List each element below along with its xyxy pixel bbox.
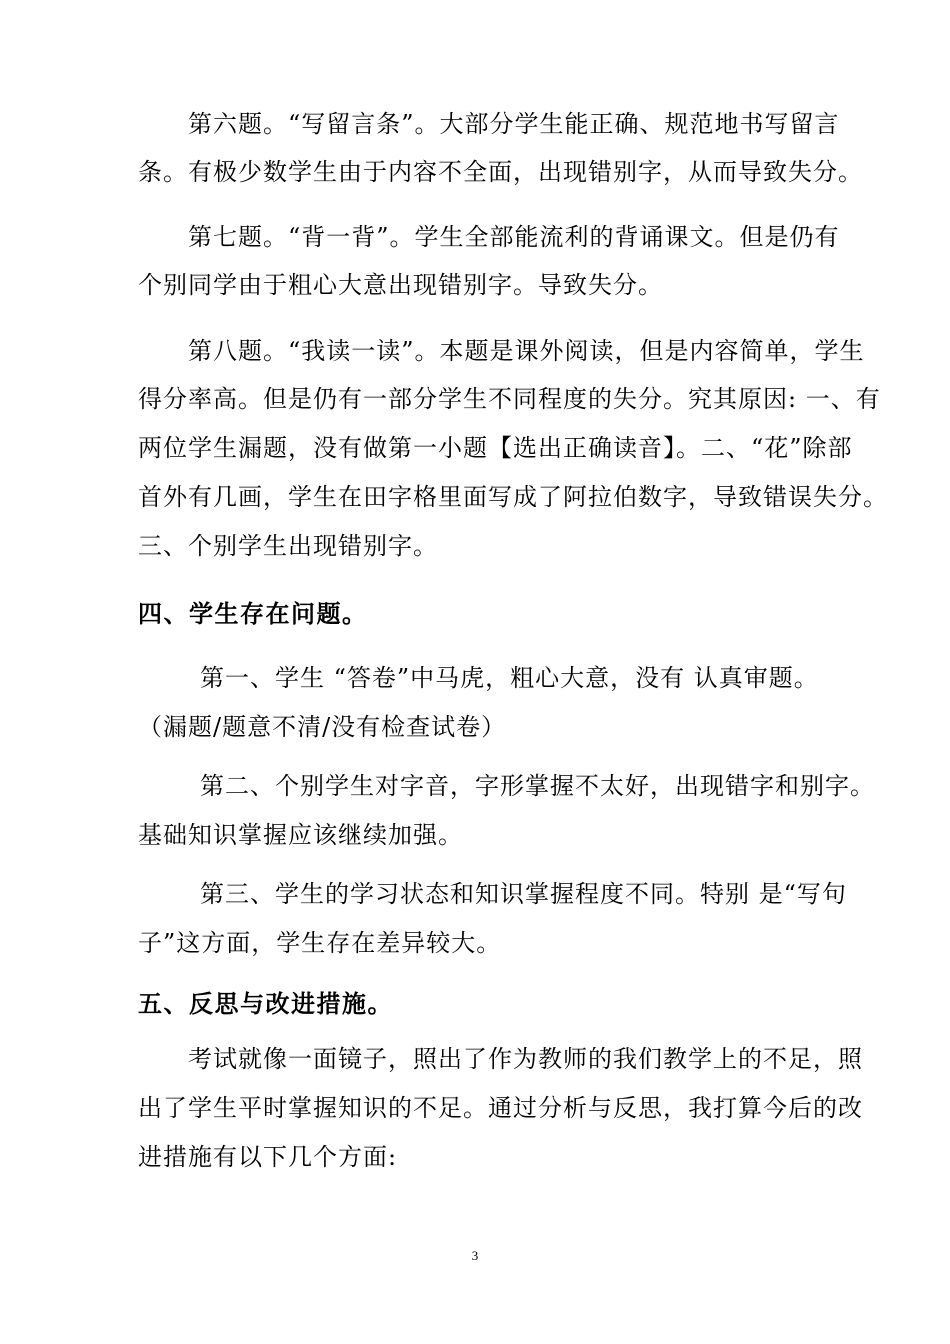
q8-line-3: 两位学生漏题，没有做第一小题【选出正确读音】。二、“花”除部: [138, 434, 853, 462]
q8-line-2: 得分率高。但是仍有一部分学生不同程度的失分。究其原因: 一、有: [138, 385, 881, 413]
problem-1-line-2: （漏题/题意不清/没有检查试卷）: [138, 713, 507, 741]
q8-line-5: 三、个别学生出现错别字。: [138, 532, 438, 560]
q6-line-2: 条。有极少数学生由于内容不全面，出现错别字，从而导致失分。: [138, 158, 863, 186]
reflection-line-2: 出了学生平时掌握知识的不足。通过分析与反思，我打算今后的改: [138, 1094, 863, 1122]
section-5-heading: 五、反思与改进措施。: [138, 989, 393, 1018]
reflection-line-3: 进措施有以下几个方面:: [138, 1143, 398, 1171]
q8-line-4: 首外有几画，学生在田字格里面写成了阿拉伯数字，导致错误失分。: [138, 483, 888, 511]
q6-line-1: 第六题。“写留言条”。大部分学生能正确、规范地书写留言: [188, 110, 840, 138]
problem-2-line-2: 基础知识掌握应该继续加强。: [138, 821, 463, 849]
page-number: 3: [471, 1248, 479, 1263]
q8-line-1: 第八题。“我读一读”。本题是课外阅读，但是内容简单，学生: [188, 337, 865, 365]
q7-line-2: 个别同学由于粗心大意出现错别字。导致失分。: [138, 271, 663, 299]
section-4-heading: 四、学生存在问题。: [138, 599, 368, 628]
problem-2-line-1: 第二、个别学生对字音，字形掌握不太好，出现错字和别字。: [200, 772, 875, 800]
problem-1-line-1: 第一、学生 “答卷”中马虎，粗心大意，没有 认真审题。: [200, 664, 819, 692]
q7-line-1: 第七题。“背一背”。学生全部能流利的背诵课文。但是仍有: [188, 223, 840, 251]
problem-3-line-2: 子”这方面，学生存在差异较大。: [138, 929, 502, 957]
reflection-line-1: 考试就像一面镜子，照出了作为教师的我们教学上的不足，照: [188, 1045, 863, 1073]
problem-3-line-1: 第三、学生的学习状态和知识掌握程度不同。特别 是“写句: [200, 880, 847, 908]
